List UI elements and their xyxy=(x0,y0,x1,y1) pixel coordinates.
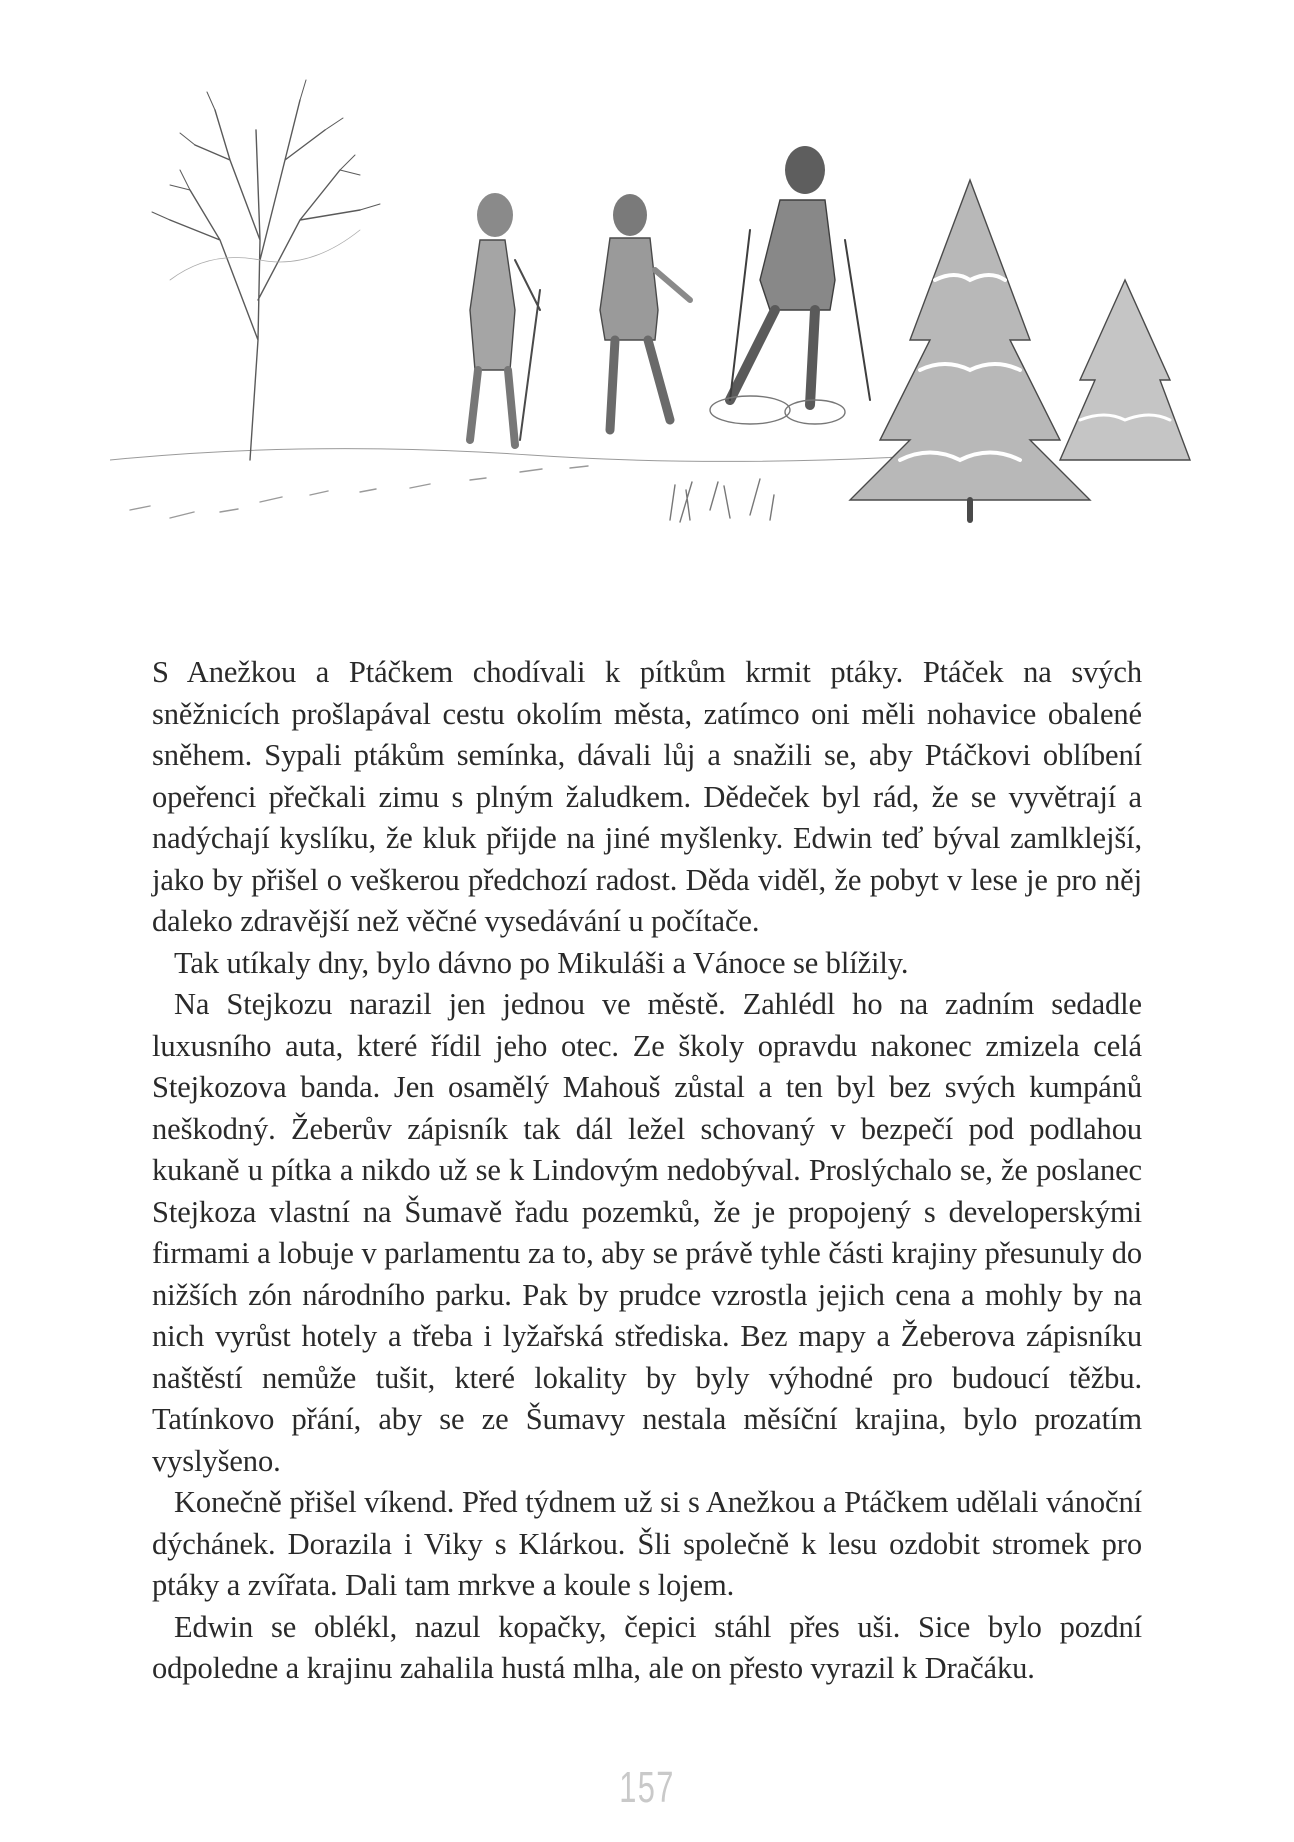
snowy-spruce-tree xyxy=(1060,280,1190,460)
page-number: 157 xyxy=(619,1763,675,1812)
grass-tufts xyxy=(670,479,774,522)
winter-forest-illustration xyxy=(110,40,1200,600)
body-text xyxy=(152,652,1142,1690)
hiker-figure xyxy=(600,194,690,430)
paragraph: Tak utíkaly dny, bylo dávno po Mikuláši a Vánoce se blížily. xyxy=(174,945,909,980)
snowy-spruce-tree xyxy=(850,180,1090,520)
hiker-figure xyxy=(470,193,540,445)
hiker-figure xyxy=(710,146,870,424)
bare-tree xyxy=(152,80,380,460)
paragraph: Edwin se oblékl, nazul kopačky, čepici stáhl přes uši. Sice bylo pozdní odpoledne a krajinu zahalila hustá mlha, ale on přesto vyrazil k Dračáku. xyxy=(152,1609,1142,1685)
paragraph: Na Stejkozu narazil jen jednou ve městě. Zahlédl ho na zadním sedadle luxusního auta, které řídil jeho otec. Ze školy opravdu nakonec zmizela celá Stejkozova banda. Jen osamělý Mahouš zůstal a ten byl bez svých kumpánů neškodný. Žeberův zápisník tak dál ležel schovaný v bezpečí pod podlahou kukaně u pítka a nikdo už se k Lindovým nedobýval. Proslýchalo se, že poslanec Stejkoza vlastní na Šumavě řadu pozemků, že je propojený s developerskými firmami a lobuje v parlamentu za to, aby se právě tyhle části krajiny přesunuly do nižších zón národního parku. Pak by prudce vzrostla jejich cena a mohly by na nich vyrůst hotely a třeba i lyžařská střediska. Bez mapy a Žeberova zápisníku naštěstí nemůže tušit, které lokality by byly výhodné pro budoucí těžbu. Tatínkovo přání, aby se ze Šumavy nestala měsíční krajina, bylo prozatím vyslyšeno. xyxy=(152,987,1142,1478)
paragraph: S Anežkou a Ptáčkem chodívali k pítkům krmit ptáky. Ptáček na svých sněžnicích prošlapával cestu okolím města, zatímco oni měli nohavice obalené sněhem. Sypali ptákům semínka, dávali lůj a snažili se, aby Ptáčkovi oblíbení opeřenci přečkali zimu s plným žaludkem. Dědeček byl rád, že se vyvětrají a nadýchají kyslíku, že kluk přijde na jiné myšlenky. Edwin teď býval zamlklejší, jako by přišel o veškerou předchozí radost. Děda viděl, že pobyt v lese je pro něj daleko zdravější než věčné vysedávání u počítače. xyxy=(152,655,1142,938)
paragraph: Konečně přišel víkend. Před týdnem už si s Anežkou a Ptáčkem udělali vánoční dýchánek. Dorazila i Viky s Klárkou. Šli společně k lesu ozdobit stromek pro ptáky a zvířata. Dali tam mrkve a koule s lojem. xyxy=(152,1485,1142,1602)
